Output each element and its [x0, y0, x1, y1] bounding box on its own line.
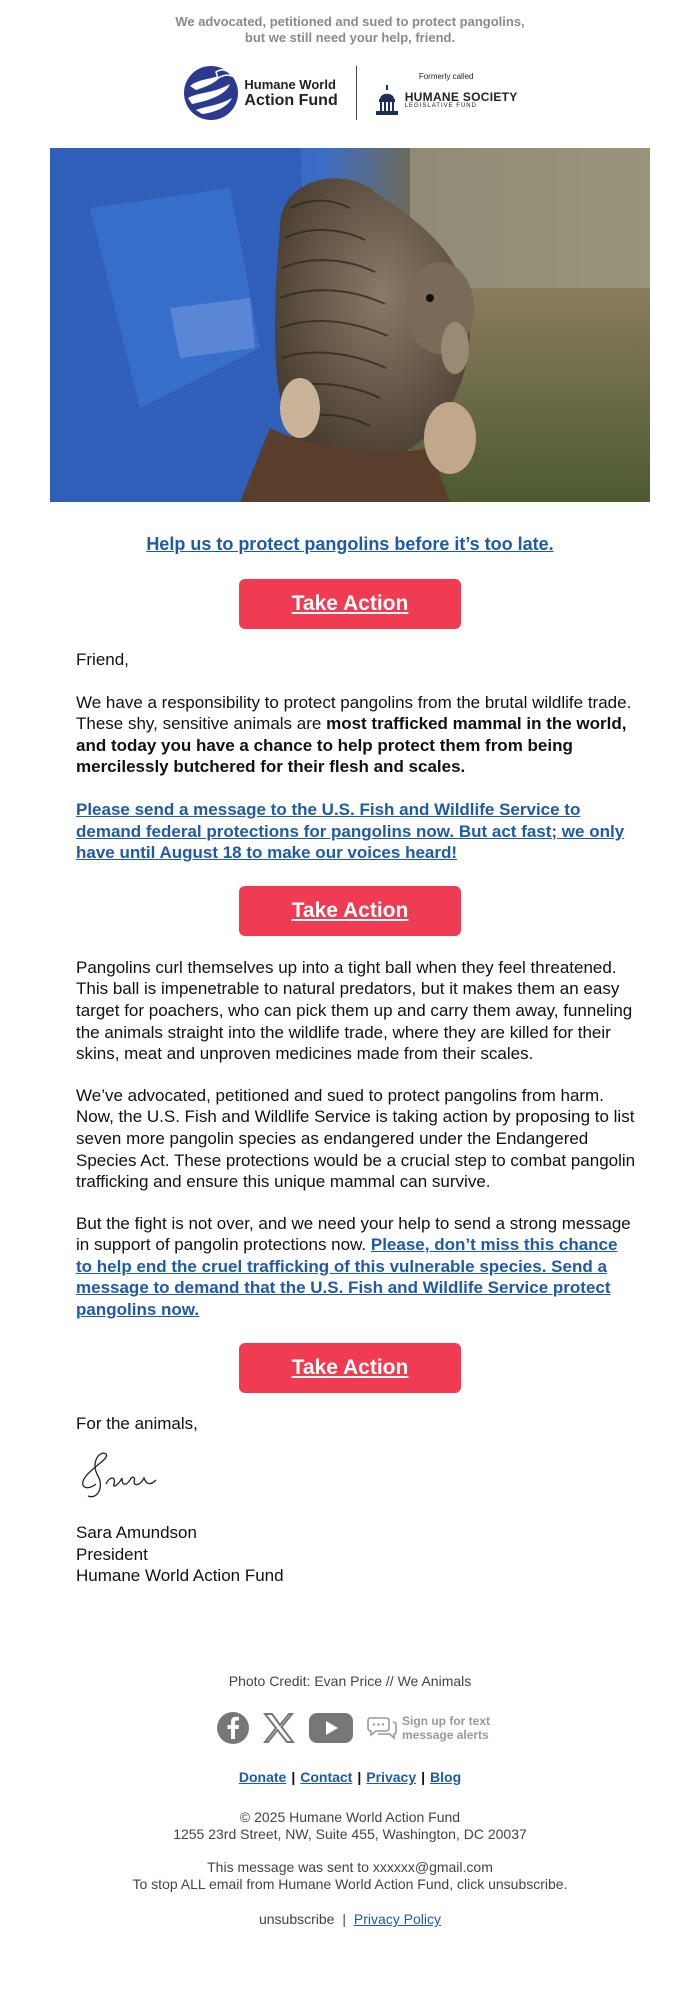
privacy-policy-link[interactable]: Privacy Policy [353, 1911, 442, 1928]
facebook-icon[interactable] [216, 1711, 250, 1745]
unsubscribe-row [0, 1911, 700, 1927]
youtube-icon[interactable] [308, 1711, 354, 1745]
paragraph-3: Pangolins curl themselves up into a tight ball when they feel threatened. This ball is impenetrable to natural predators, but it makes them an easy target for poachers, who can pick them up and carry them away, funneling the animals straight into the wildlife trade, where they are killed for their skins, meat and unproven medicines made from their scales. [76, 957, 633, 1064]
photo-credit: Photo Credit: Evan Price // We Animals [228, 1673, 472, 1690]
sms-line-1: Sign up for text [402, 1714, 490, 1729]
nav-separator: | [357, 1769, 362, 1786]
headline [0, 534, 700, 555]
footer [0, 1673, 700, 1927]
preheader-line-2: but we still need your help, friend. [244, 30, 456, 45]
unsubscribe-separator: | [342, 1911, 346, 1928]
formerly-called-label: Formerly called [418, 71, 474, 81]
closing: For the animals, [76, 1413, 198, 1433]
humane-world-globe-icon [182, 64, 240, 122]
org-line-2: Action Fund [244, 92, 338, 109]
send-message-link-2[interactable]: Please, don’t miss this chance to help end the cruel trafficking of this vulnerable species. Send a message to demand that the U.S. Fish and Wildlife Service protect pangolins now. [76, 1235, 618, 1320]
send-message-link-1[interactable]: Please send a message to the U.S. Fish and Wildlife Service to demand federal protections for pangolins now. But act fast; we only have until August 18 to make our voices heard! [76, 799, 625, 863]
signer-org: Humane World Action Fund [76, 1566, 284, 1586]
take-action-button-2[interactable]: Take Action [239, 886, 461, 936]
humane-society-logo[interactable] [375, 72, 518, 115]
paragraph-5-text: But the fight is not over, and we need your help to send a strong message in support of pangolin protections now. [76, 1213, 631, 1255]
contact-link[interactable]: Contact [300, 1769, 353, 1786]
paragraph-4: We’ve advocated, petitioned and sued to protect pangolins from harm. Now, the U.S. Fish and Wildlife Service is taking action by proposing to list seven more pangolin species as endangered under the Endangered Species Act. These protections would be a crucial step to combat pangolin trafficking and ensure this unique mammal can survive. [76, 1085, 636, 1192]
chat-bubbles-icon [366, 1712, 398, 1744]
unsubscribe-link[interactable]: unsubscribe [258, 1911, 335, 1928]
logo-header [0, 58, 700, 128]
take-action-button-3[interactable]: Take Action [239, 1343, 461, 1393]
signature [76, 1446, 638, 1504]
preheader-line-1: We advocated, petitioned and sued to protect pangolins, [175, 14, 525, 29]
x-twitter-icon[interactable] [262, 1711, 296, 1745]
email-body-2 [0, 957, 700, 1321]
paragraph-1-bold: most trafficked mammal in the world, and today you have a chance to help protect them from being mercilessly butchered for their flesh and scales. [76, 714, 627, 777]
nav-separator: | [421, 1769, 426, 1786]
logo-divider [356, 66, 357, 120]
copyright: © 2025 Humane World Action Fund [239, 1809, 461, 1826]
footer-nav [0, 1769, 700, 1785]
pangolin-hero-image[interactable] [50, 148, 650, 502]
sms-signup[interactable] [366, 1712, 490, 1744]
hs-name: HUMANE SOCIETY [404, 89, 518, 104]
paragraph-2 [76, 799, 638, 864]
email-signoff [0, 1413, 700, 1587]
social-links [0, 1711, 700, 1745]
address: 1255 23rd Street, NW, Suite 455, Washington, DC 20037 [173, 1826, 527, 1843]
capitol-icon [375, 85, 399, 115]
stop-email-notice: To stop ALL email from Humane World Action Fund, click unsubscribe. [132, 1876, 568, 1893]
org-line-1: Humane World [244, 77, 336, 92]
signature-image [76, 1446, 166, 1504]
hs-sub: LEGISLATIVE FUND [404, 102, 477, 109]
paragraph-5 [76, 1213, 638, 1321]
signer-name: Sara Amundson [76, 1523, 197, 1543]
take-action-button-1[interactable]: Take Action [239, 579, 461, 629]
nav-separator: | [291, 1769, 296, 1786]
headline-link[interactable]: Help us to protect pangolins before it’s too late. [146, 534, 554, 554]
sent-to: This message was sent to xxxxxx@gmail.com [207, 1859, 493, 1876]
paragraph-1-text: We have a responsibility to protect pangolins from the brutal wildlife trade. These shy, sensitive animals are [76, 692, 632, 734]
blog-link[interactable]: Blog [430, 1769, 462, 1786]
signer-title: President [76, 1544, 148, 1564]
privacy-link[interactable]: Privacy [366, 1769, 417, 1786]
preheader [0, 0, 700, 46]
sms-line-2: message alerts [402, 1728, 489, 1743]
donate-link[interactable]: Donate [238, 1769, 287, 1786]
greeting: Friend, [76, 650, 129, 669]
paragraph-1 [76, 692, 638, 778]
humane-world-logo[interactable] [182, 64, 337, 122]
email-body [0, 649, 700, 864]
